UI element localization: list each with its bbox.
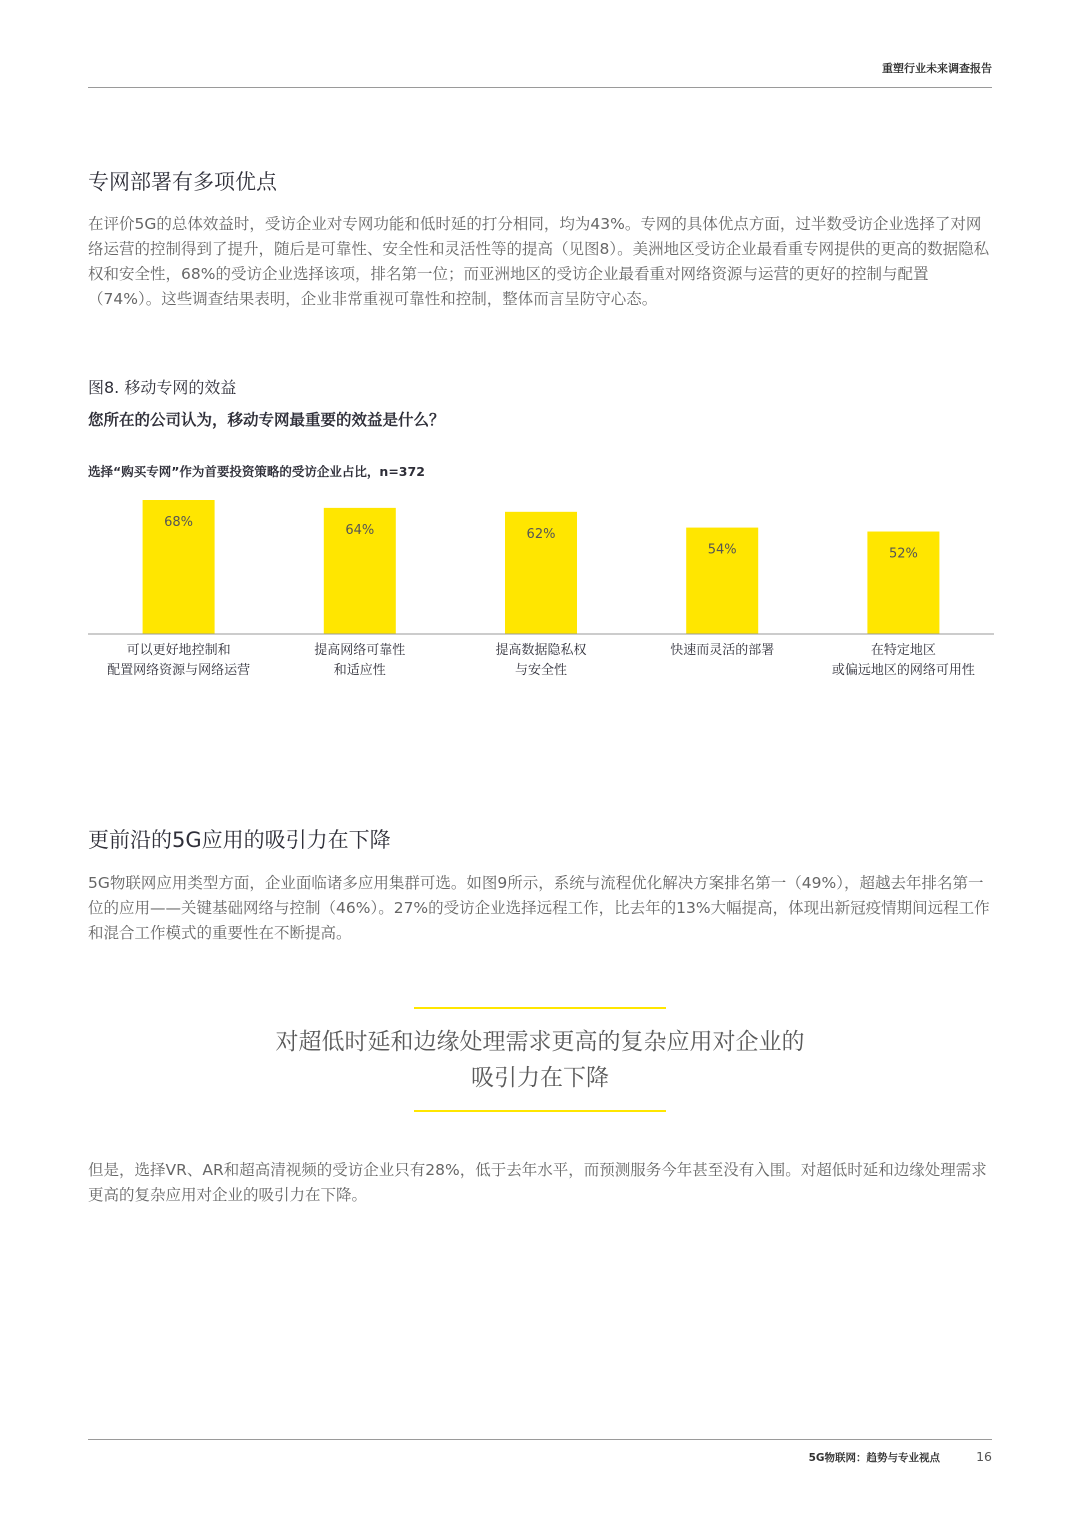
section-heading-private-network: 专网部署有多项优点	[88, 170, 277, 194]
bar-value-label-5: 52%	[888, 546, 918, 562]
category-label-3-line-1: 提高数据隐私权	[495, 643, 587, 658]
category-label-5-line-2: 或偏远地区的网络可用性	[831, 663, 975, 678]
bar-value-label-3: 62%	[526, 526, 556, 542]
footer-title: 5G物联网：趋势与专业视点	[808, 1452, 940, 1464]
footer-divider	[88, 1439, 992, 1440]
category-label-1-line-1: 可以更好地控制和	[126, 643, 231, 658]
pull-quote-top-rule	[414, 1007, 666, 1009]
category-label-5-line-1: 在特定地区	[870, 643, 936, 658]
figure-title: 图8. 移动专网的效益	[88, 378, 237, 397]
figure-question: 您所在的公司认为，移动专网最重要的效益是什么？	[88, 411, 445, 429]
category-label-4-line-1: 快速而灵活的部署	[670, 643, 775, 658]
page-number: 16	[976, 1449, 992, 1464]
bar-value-label-2: 64%	[345, 522, 375, 538]
bar-value-label-1: 68%	[164, 515, 194, 530]
category-label-1-line-2: 配置网络资源与网络运营	[107, 663, 251, 678]
category-label-2-line-1: 提高网络可靠性	[314, 643, 406, 658]
pull-quote-line-2: 吸引力在下降	[471, 1065, 609, 1091]
body-paragraph-2: 5G物联网应用类型方面，企业面临诸多应用集群可选。如图9所示，系统与流程优化解决方案排名第一（49%），超越去年排名第一位的应用——关键基础网络与控制（46%）。27%的受访企业选择远程工作，比去年的13%大幅提高，体现出新冠疫情期间远程工作和混合工作模式的重要性在不断提高。	[88, 874, 990, 942]
category-label-3-line-2: 与安全性	[514, 663, 568, 678]
body-paragraph-3: 但是，选择VR、AR和超高清视频的受访企业只有28%，低于去年水平，而预测服务今年甚至没有入围。对超低时延和边缘处理需求更高的复杂应用对企业的吸引力在下降。	[88, 1161, 987, 1204]
category-label-2-line-2: 和适应性	[333, 663, 386, 678]
report-title: 重塑行业未来调查报告	[882, 62, 992, 75]
pull-quote	[200, 1024, 880, 1096]
header-divider	[88, 87, 992, 88]
bar-value-label-4: 54%	[707, 542, 737, 558]
pull-quote-line-1: 对超低时延和边缘处理需求更高的复杂应用对企业的	[275, 1029, 805, 1055]
pull-quote-bottom-rule	[414, 1110, 666, 1112]
section-heading-5g-apps: 更前沿的5G应用的吸引力在下降	[88, 828, 391, 852]
figure-note: 选择“购买专网”作为首要投资策略的受访企业占比，n=372	[88, 464, 425, 479]
benefits-bar-chart	[88, 490, 994, 690]
body-paragraph-1: 在评价5G的总体效益时，受访企业对专网功能和低时延的打分相同，均为43%。专网的具体优点方面，过半数受访企业选择了对网络运营的控制得到了提升，随后是可靠性、安全性和灵活性等的提高（见图8）。美洲地区受访企业最看重专网提供的更高的数据隐私权和安全性，68%的受访企业选择该项，排名第一位；而亚洲地区的受访企业最看重对网络资源与运营的更好的控制与配置（74%）。这些调查结果表明，企业非常重视可靠性和控制，整体而言呈防守心态。	[88, 215, 990, 308]
